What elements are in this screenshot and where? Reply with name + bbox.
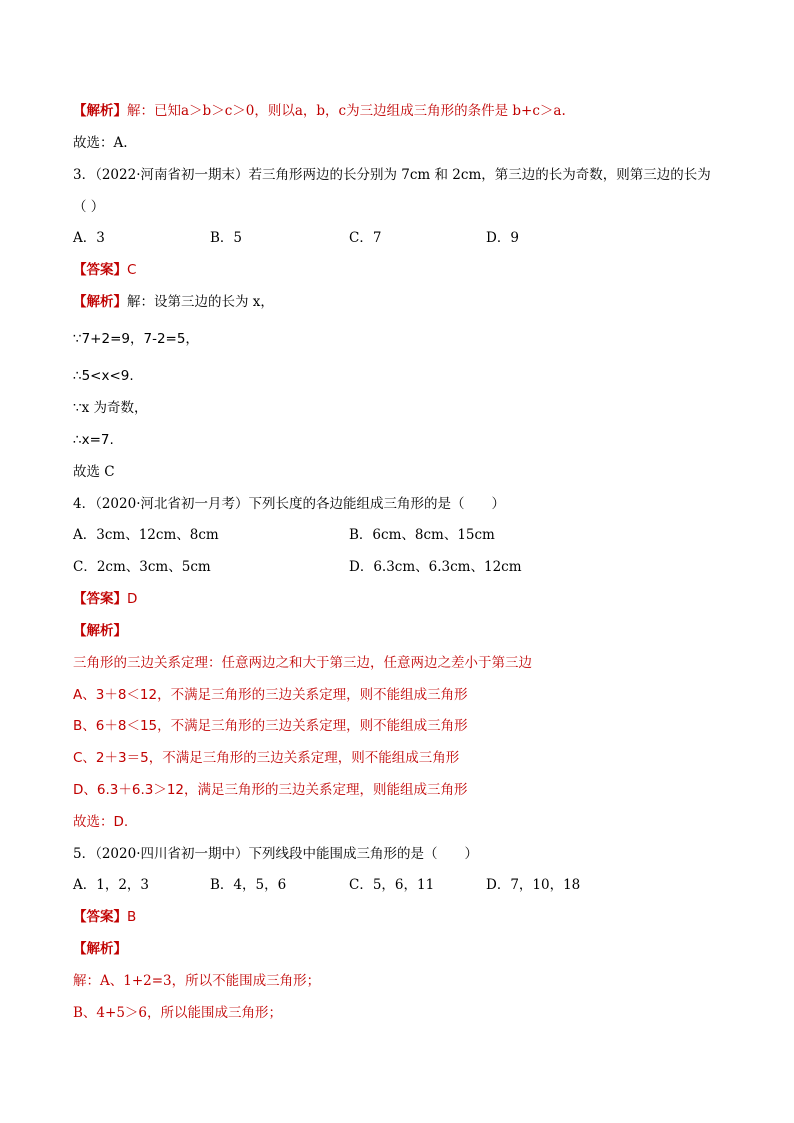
analysis-text: 解：设第三边的长为 x， <box>127 294 274 310</box>
q5-answer-line <box>73 907 136 927</box>
q4-item: C、2＋3＝5，不满足三角形的三边关系定理，则不能组成三角形 <box>73 750 460 766</box>
q5-analysis-line <box>73 939 127 959</box>
q3-step: ∵7+2=9，7-2=5， <box>73 331 199 347</box>
analysis-tag: 【解析】 <box>73 294 127 310</box>
q3-option-b: B．5 <box>210 230 243 246</box>
analysis-line <box>73 101 566 121</box>
q5-line: 解：A、1+2=3，所以不能围成三角形； <box>73 973 321 989</box>
q5-line: B、4+5＞6，所以能围成三角形； <box>73 1005 282 1021</box>
q3-step: ∵x 为奇数， <box>73 400 148 416</box>
q5-stem: 5．（2020·四川省初一期中）下列线段中能围成三角形的是（ ） <box>73 846 478 862</box>
q3-option-d: D．9 <box>486 230 519 246</box>
q4-analysis-line <box>73 621 127 641</box>
q4-choice: 故选：D. <box>73 814 129 830</box>
q4-stem: 4．（2020·河北省初一月考）下列长度的各边能组成三角形的是（ ） <box>73 496 505 512</box>
q4-item: D、6.3＋6.3＞12，满足三角形的三边关系定理，则能组成三角形 <box>73 782 468 798</box>
q4-option-b: B．6cm、8cm、15cm <box>349 527 495 543</box>
answer-tag: 【答案】 <box>73 909 127 925</box>
analysis-tag: 【解析】 <box>73 941 127 957</box>
q5-option-c: C．5，6，11 <box>349 877 435 893</box>
answer-tag: 【答案】 <box>73 262 127 278</box>
answer-value: B <box>127 909 137 925</box>
q5-option-d: D．7，10，18 <box>486 877 581 893</box>
q3-analysis-line <box>73 292 274 312</box>
q4-option-a: A．3cm、12cm、8cm <box>73 527 219 543</box>
q4-option-c: C．2cm、3cm、5cm <box>73 559 211 575</box>
analysis-tag: 【解析】 <box>73 623 127 639</box>
q3-choice: 故选 C <box>73 464 115 480</box>
q5-option-b: B．4，5，6 <box>210 877 287 893</box>
answer-value: D <box>127 591 138 607</box>
analysis-tag: 【解析】 <box>73 103 127 119</box>
q3-answer-line <box>73 260 136 280</box>
choice-line: 故选：A. <box>73 135 128 151</box>
q4-theorem: 三角形的三边关系定理：任意两边之和大于第三边，任意两边之差小于第三边 <box>73 655 532 671</box>
q4-item: A、3＋8＜12，不满足三角形的三边关系定理，则不能组成三角形 <box>73 687 468 703</box>
q4-option-d: D．6.3cm、6.3cm、12cm <box>349 559 522 575</box>
answer-tag: 【答案】 <box>73 591 127 607</box>
q3-step: ∴x=7. <box>73 432 114 448</box>
q3-stem-paren: （ ） <box>73 199 105 215</box>
q3-option-c: C．7 <box>349 230 382 246</box>
q5-option-a: A．1，2，3 <box>73 877 150 893</box>
analysis-text: 解：已知a＞b＞c＞0，则以a，b，c为三边组成三角形的条件是 b+c＞a. <box>127 103 566 119</box>
q4-answer-line <box>73 589 137 609</box>
answer-value: C <box>127 262 137 278</box>
q3-option-a: A．3 <box>73 230 105 246</box>
q4-item: B、6＋8＜15，不满足三角形的三边关系定理，则不能组成三角形 <box>73 718 468 734</box>
q3-stem: 3．（2022·河南省初一期末）若三角形两边的长分别为 7cm 和 2cm，第三边的长为奇数，则第三边的长为 <box>73 167 711 183</box>
q3-step: ∴5<x<9. <box>73 368 134 384</box>
